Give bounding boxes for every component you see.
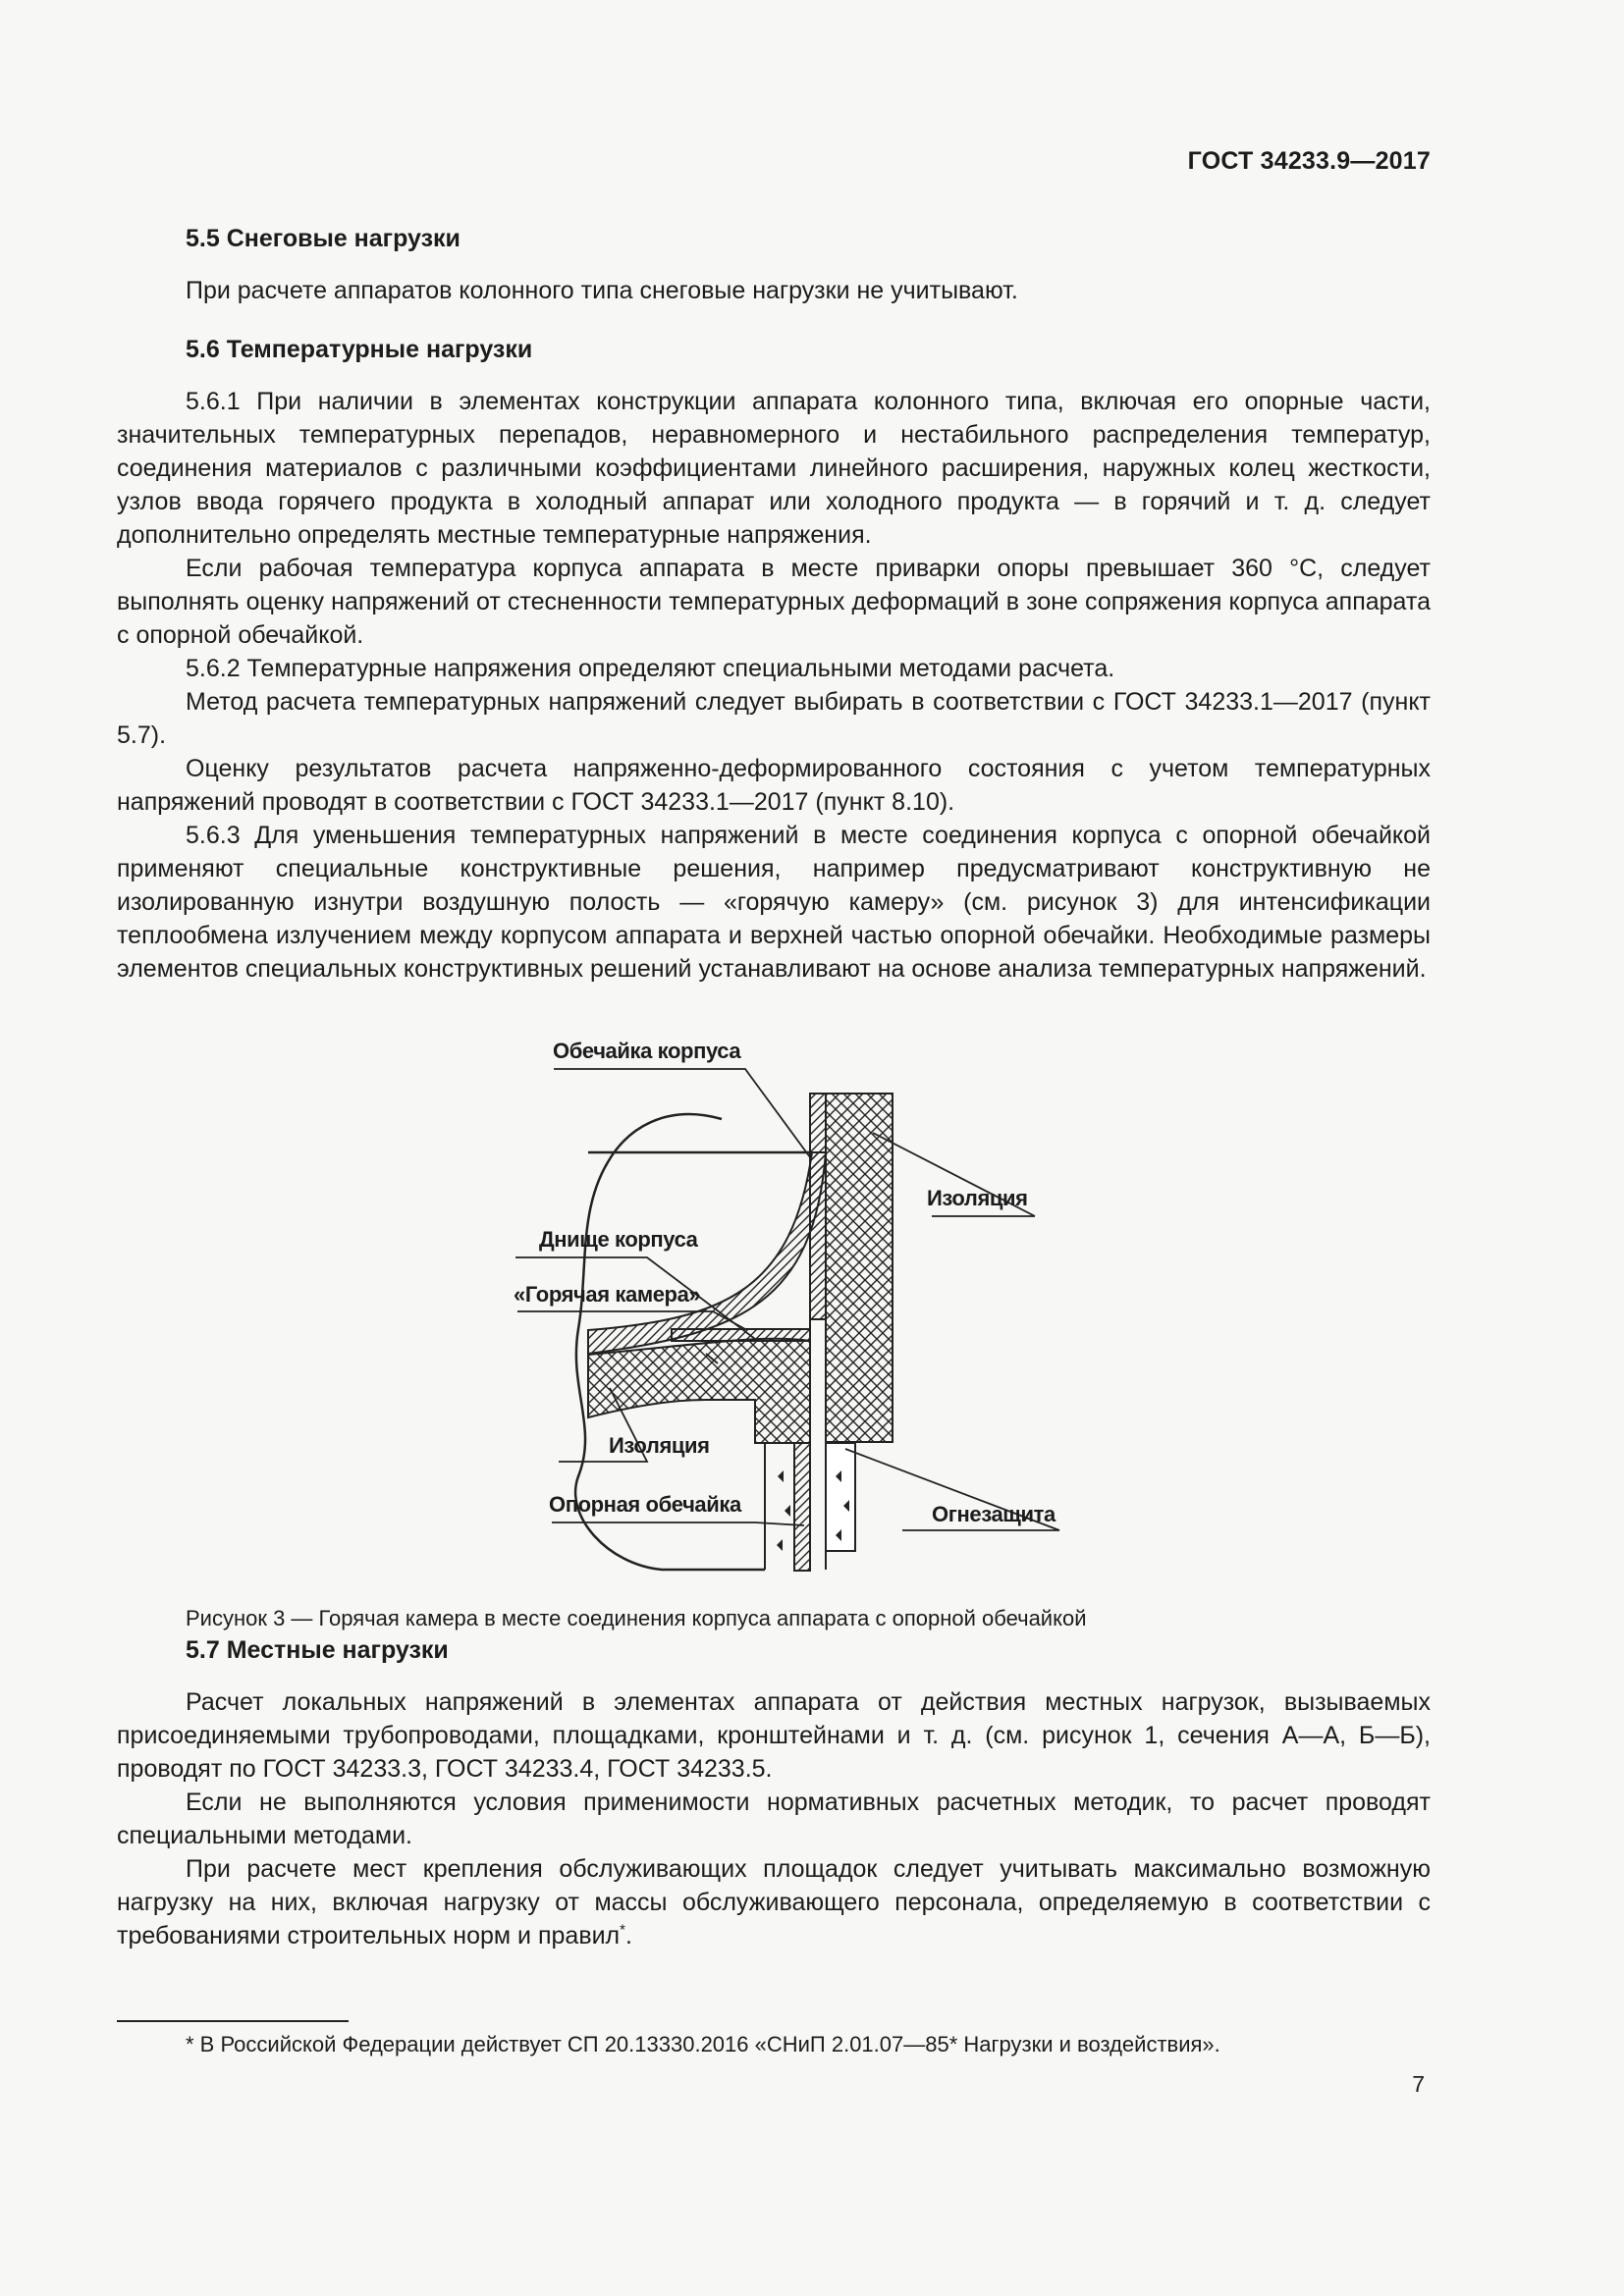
paragraph-evaluation: Оценку результатов расчета напряженно-деформированного состояния с учетом температурных напряжений проводят в соответствии с ГОСТ 34233.1—2017 (пункт 8.10). (117, 755, 1431, 816)
section-5-6-title: 5.6 Температурные нагрузки (186, 336, 533, 363)
label-insulation-bottom: Изоляция (609, 1433, 710, 1458)
footnote: * В Российской Федерации действует СП 20.13330.2016 «СНиП 2.01.07—85* Нагрузки и воздействия». (186, 2032, 1220, 2056)
section-5-5-title: 5.5 Снеговые нагрузки (186, 225, 460, 252)
paragraph-temperature-360: Если рабочая температура корпуса аппарата в месте приварки опоры превышает 360 °С, следует выполнять оценку напряжений от стесненности температурных деформаций в зоне сопряжения корпуса аппарата с опорной обечайкой. (117, 555, 1431, 649)
paragraph-platforms (117, 1852, 1431, 1952)
figure-caption: Рисунок 3 — Горячая камера в месте соединения корпуса аппарата с опорной обечайкой (186, 1606, 1087, 1630)
page-number: 7 (1412, 2071, 1425, 2097)
footnote-separator (117, 2020, 349, 2022)
hot-chamber-drawing (117, 1015, 1431, 1604)
paragraph-platforms-end: . (625, 1922, 632, 1949)
paragraph-5-6-2: 5.6.2 Температурные напряжения определяют специальными методами расчета. (186, 655, 1115, 682)
label-support-shell: Опорная обечайка (549, 1492, 741, 1517)
standard-header: ГОСТ 34233.9—2017 (1187, 147, 1431, 175)
paragraph-method: Метод расчета температурных напряжений следует выбирать в соответствии с ГОСТ 34233.1—2017 (пункт 5.7). (117, 688, 1431, 749)
paragraph-platforms-text: При расчете мест крепления обслуживающих площадок следует учитывать максимально возможную нагрузку на них, включая нагрузку от массы обслуживающего персонала, определяемую в соответствии с требованиями строительных норм и правил (117, 1855, 1431, 1949)
figure-3 (117, 1015, 1431, 1604)
paragraph-special-methods: Если не выполняются условия применимости нормативных расчетных методик, то расчет проводят специальными методами. (117, 1789, 1431, 1849)
label-vessel-shell: Обечайка корпуса (553, 1039, 741, 1063)
section-5-5-text: При расчете аппаратов колонного типа снеговые нагрузки не учитывают. (186, 277, 1018, 304)
insulation-column (826, 1094, 893, 1442)
footnote-mark: * (620, 1921, 625, 1939)
label-insulation-top: Изоляция (927, 1186, 1028, 1210)
paragraph-5-6-1: 5.6.1 При наличии в элементах конструкции аппарата колонного типа, включая его опорные части, значительных температурных перепадов, неравномерного и нестабильного распределения температур, соединения материалов с различными коэффициентами линейного расширения, наружных колец жесткости, узлов ввода горячего продукта в холодный аппарат или холодного продукта — в горячий и т. д. следует дополнительно определять местные температурные напряжения. (117, 388, 1431, 549)
paragraph-local-stress: Расчет локальных напряжений в элементах аппарата от действия местных нагрузок, вызываемых присоединяемыми трубопроводами, площадками, кронштейнами и т. д. (см. рисунок 1, сечения А—А, Б—Б), проводят по ГОСТ 34233.3, ГОСТ 34233.4, ГОСТ 34233.5. (117, 1688, 1431, 1783)
page-content (117, 222, 1431, 1952)
label-fireproofing: Огнезащита (932, 1502, 1056, 1526)
support-shell (794, 1443, 810, 1571)
label-hot-chamber: «Горячая камера» (514, 1282, 701, 1307)
section-5-7-title: 5.7 Местные нагрузки (186, 1636, 449, 1664)
paragraph-5-6-3: 5.6.3 Для уменьшения температурных напряжений в месте соединения корпуса с опорной обечайкой применяют специальные конструктивные решения, например предусматривают конструктивную не изолированную изнутри воздушную полость — «горячую камеру» (см. рисунок 3) для интенсификации теплообмена излучением между корпусом аппарата и верхней частью опорной обечайки. Необходимые размеры элементов специальных конструктивных решений устанавливают на основе анализа температурных напряжений. (117, 822, 1431, 983)
insulation-lower (588, 1339, 810, 1443)
label-vessel-head: Днище корпуса (539, 1227, 698, 1252)
